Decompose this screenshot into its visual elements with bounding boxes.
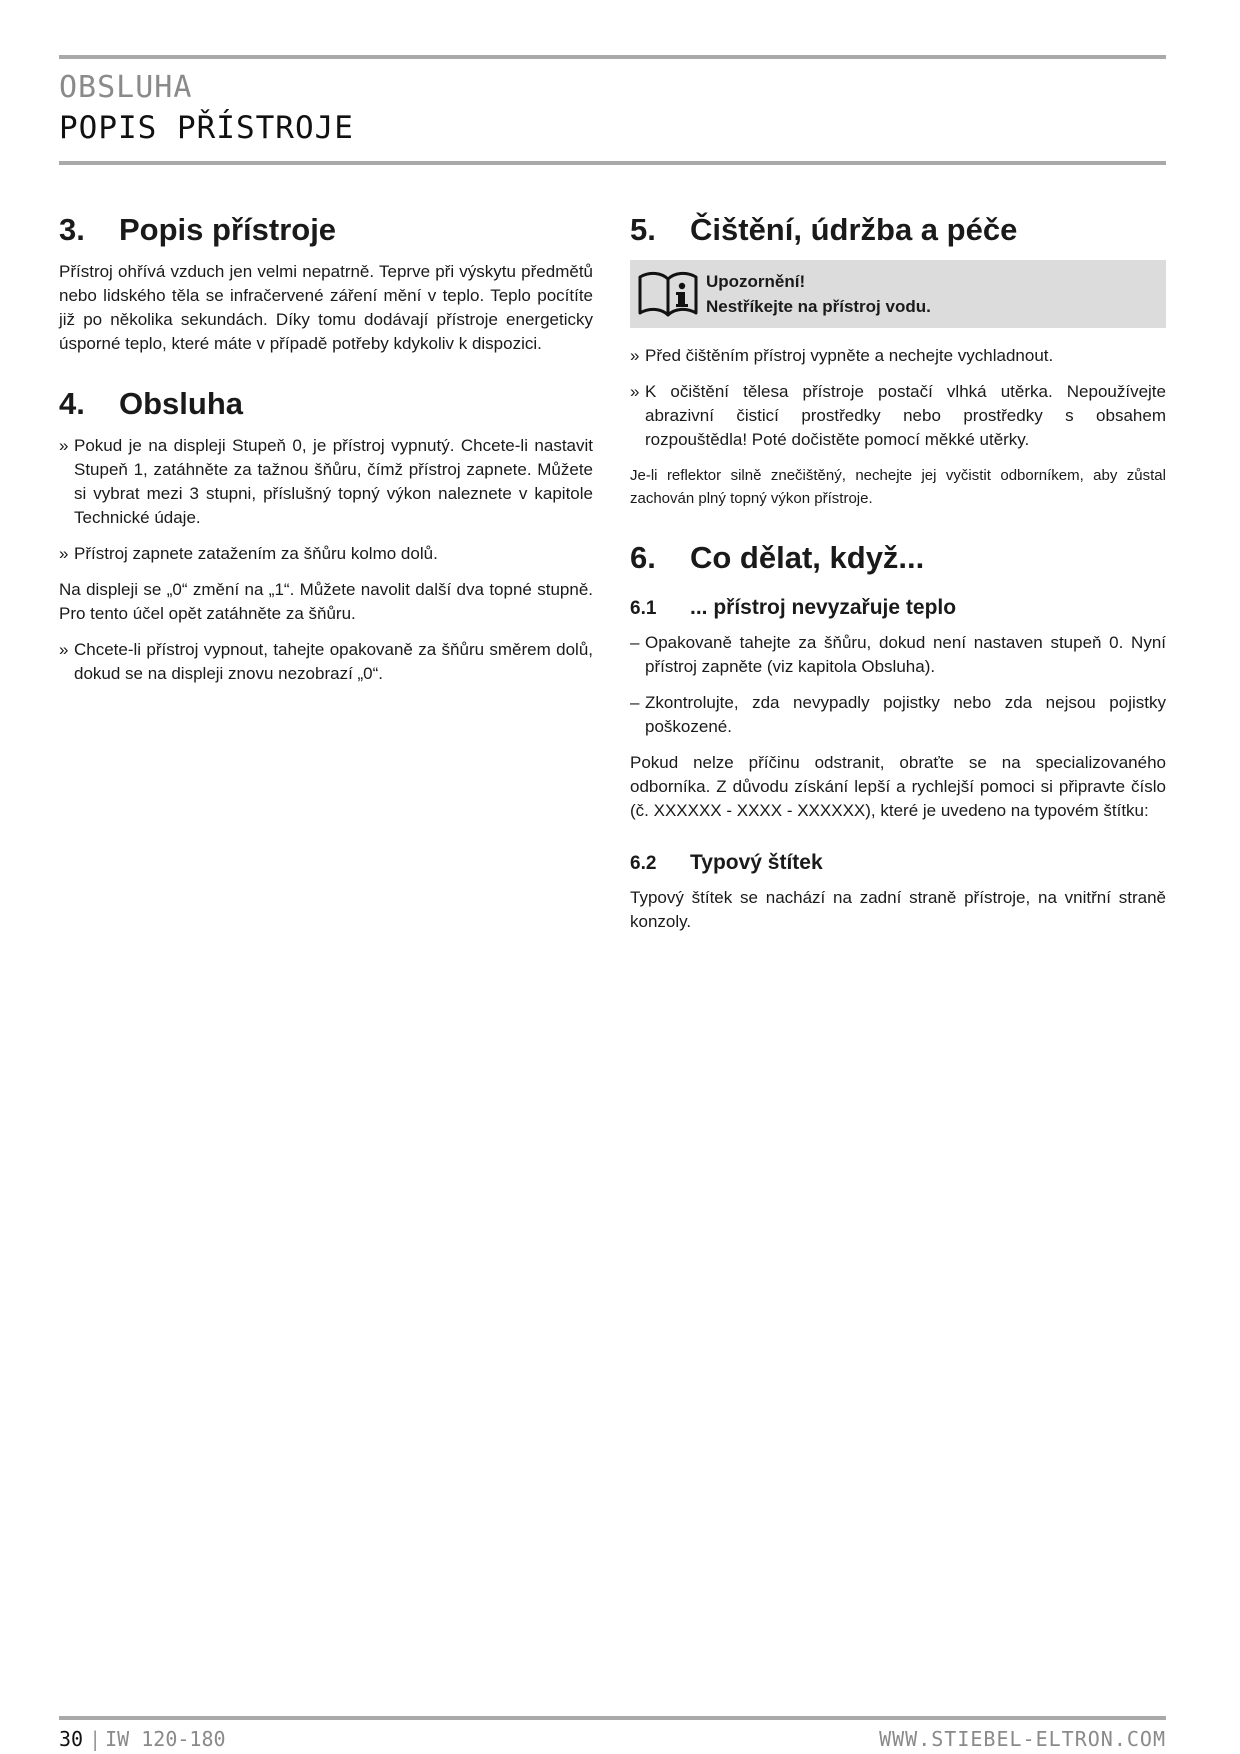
list-item xyxy=(630,691,1166,739)
bullet-marker: » xyxy=(59,640,69,659)
list-item-text: K očištění tělesa přístroje postačí vlhká utěrka. Nepoužívejte abrazivní čisticí prostředky nebo prostředky s obsahem rozpouštědla! Poté dočistěte pomocí měkké utěrky. xyxy=(645,382,1166,449)
section-number: 6. xyxy=(630,540,656,575)
page-number: 30 xyxy=(59,1727,84,1751)
dash-marker: – xyxy=(630,693,640,712)
model-name: IW 120-180 xyxy=(105,1727,226,1751)
subsection-title: Typový štítek xyxy=(690,851,823,874)
section-title: Co dělat, když... xyxy=(690,540,925,575)
list-item xyxy=(630,344,1166,368)
section-title: Popis přístroje xyxy=(119,212,337,247)
dash-marker: – xyxy=(630,633,640,652)
list-item xyxy=(59,638,593,686)
section-title: Obsluha xyxy=(119,386,244,421)
subsection-number: 6.1 xyxy=(630,598,657,619)
subsection-6-2-heading xyxy=(630,849,1166,878)
footer-separator: | xyxy=(89,1727,102,1751)
bullet-marker: » xyxy=(630,346,640,365)
warning-note xyxy=(630,260,1166,328)
section-6-heading xyxy=(630,538,1166,578)
section-4-heading xyxy=(59,384,593,424)
footer-website: WWW.STIEBEL-ELTRON.COM xyxy=(879,1727,1166,1751)
right-column xyxy=(630,210,1166,946)
list-item-text: Zkontrolujte, zda nevypadly pojistky nebo zda nejsou pojistky poškozené. xyxy=(645,693,1166,736)
footer-rule xyxy=(59,1716,1166,1720)
subsection-6-1-heading xyxy=(630,594,1166,623)
list-item-text: Opakovaně tahejte za šňůru, dokud není nastaven stupeň 0. Nyní přístroj zapněte (viz kapitola Obsluha). xyxy=(645,633,1166,676)
subsection-title: ... přístroj nevyzařuje teplo xyxy=(690,596,957,619)
section-number: 5. xyxy=(630,212,656,247)
subsection-number: 6.2 xyxy=(630,853,657,874)
header-title: POPIS PŘÍSTROJE xyxy=(59,110,354,146)
list-item xyxy=(630,380,1166,452)
bullet-marker: » xyxy=(59,436,69,455)
list-item-text: Chcete-li přístroj vypnout, tahejte opakovaně za šňůru směrem dolů, dokud se na displeji znovu nezobrazí „0“. xyxy=(74,640,593,683)
list-item xyxy=(630,631,1166,679)
header-section: OBSLUHA xyxy=(59,70,193,105)
section-number: 4. xyxy=(59,386,85,421)
section-number: 3. xyxy=(59,212,85,247)
section-5-heading xyxy=(630,210,1166,250)
header-rule-top xyxy=(59,55,1166,59)
manual-info-icon xyxy=(630,260,706,328)
footer-page-info xyxy=(59,1727,226,1751)
warning-message: Nestříkejte na přístroj vodu. xyxy=(706,297,931,316)
section-6-1-paragraph: Pokud nelze příčinu odstranit, obraťte se na specializovaného odborníka. Z důvodu získání lepší a rychlejší pomoci si připravte číslo (č. XXXXXX - XXXX - XXXXXX), které je uvedeno na typovém štítku: xyxy=(630,753,1166,820)
list-item xyxy=(59,434,593,530)
left-column xyxy=(59,210,593,698)
bullet-marker: » xyxy=(630,382,640,401)
list-item-text: Před čištěním přístroj vypněte a nechejte vychladnout. xyxy=(645,346,1054,365)
section-title: Čištění, údržba a péče xyxy=(690,212,1018,247)
warning-title: Upozornění! xyxy=(706,272,806,291)
section-5-small-paragraph: Je-li reflektor silně znečištěný, nechejte jej vyčistit odborníkem, aby zůstal zachován plný topný výkon přístroje. xyxy=(630,467,1166,507)
list-item xyxy=(59,542,593,566)
bullet-marker: » xyxy=(59,544,69,563)
section-6-2-paragraph: Typový štítek se nachází na zadní straně přístroje, na vnitřní straně konzoly. xyxy=(630,888,1166,931)
warning-text xyxy=(706,269,931,319)
list-item-text: Přístroj zapnete zatažením za šňůru kolmo dolů. xyxy=(74,544,438,563)
header-rule-bottom xyxy=(59,161,1166,165)
list-item-text: Pokud je na displeji Stupeň 0, je přístroj vypnutý. Chcete-li nastavit Stupeň 1, zatáhněte za tažnou šňůru, čímž přístroj zapnete. Můžete si vybrat mezi 3 stupni, příslušný topný výkon naleznete v kapitole Technické údaje. xyxy=(74,436,593,527)
section-3-paragraph: Přístroj ohřívá vzduch jen velmi nepatrně. Teprve při výskytu předmětů nebo lidského těla se infračervené záření mění v teplo. Teplo pocítíte již po několika sekundách. Díky tomu dodávají přístroje energeticky úsporné teplo, které máte v případě potřeby kdykoliv k dispozici. xyxy=(59,262,593,353)
section-4-paragraph: Na displeji se „0“ změní na „1“. Můžete navolit další dva topné stupně. Pro tento účel opět zatáhněte za šňůru. xyxy=(59,580,593,623)
section-3-heading xyxy=(59,210,593,250)
